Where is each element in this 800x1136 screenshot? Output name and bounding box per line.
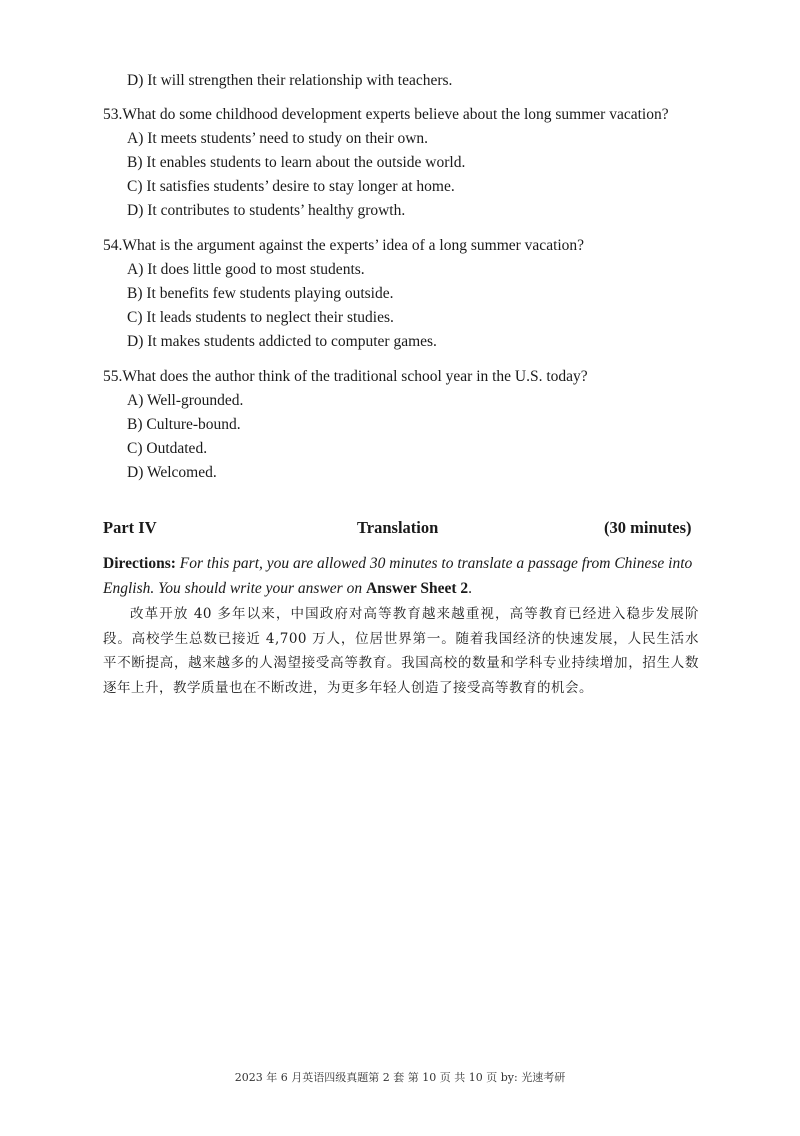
q55-option-d: D) Welcomed.	[127, 464, 217, 481]
q54-option-b: B) It benefits few students playing outside.	[127, 285, 394, 302]
answer-sheet-ref: Answer Sheet 2	[365, 580, 469, 597]
page-footer: 2023 年 6 月英语四级真题第 2 套 第 10 页 共 10 页 by: 光速考研	[234, 1071, 566, 1084]
q55-option-c: C) Outdated.	[127, 440, 208, 457]
q53-option-b: B) It enables students to learn about the outside world.	[127, 154, 466, 171]
q53-option-c: C) It satisfies students’ desire to stay longer at home.	[127, 178, 455, 195]
directions	[103, 551, 703, 601]
part-label: Part IV	[103, 518, 157, 537]
q53-option-a: A) It meets students’ need to study on their own.	[127, 130, 429, 147]
directions-text: For this part, you are allowed 30 minutes to translate a passage from Chinese into English. You should write your answer on	[103, 555, 693, 597]
q53-option-d: D) It contributes to students’ healthy growth.	[127, 202, 406, 219]
directions-end: .	[468, 580, 473, 597]
section-title: Translation	[357, 518, 439, 537]
q54-option-c: C) It leads students to neglect their studies.	[127, 309, 394, 326]
q55-option-b: B) Culture-bound.	[127, 416, 241, 433]
q55-stem: 55.What does the author think of the traditional school year in the U.S. today?	[103, 368, 588, 385]
q53-stem: 53.What do some childhood development experts believe about the long summer vacation?	[103, 106, 669, 123]
q54-stem: 54.What is the argument against the experts’ idea of a long summer vacation?	[103, 237, 585, 254]
time-limit: (30 minutes)	[604, 518, 692, 537]
q55-option-a: A) Well-grounded.	[127, 392, 244, 409]
q54-option-d: D) It makes students addicted to computer games.	[127, 333, 437, 350]
translation-passage: 改革开放 40 多年以来，中国政府对高等教育越来越重视，高等教育已经进入稳步发展阶段。高校学生总数已接近 4,700 万人，位居世界第一。随着我国经济的快速发展，人民生活水平不断提高，越来越多的人渴望接受高等教育。我国高校的数量和学科专业持续增加，招生人数逐年上升，教学质量也在不断改进，为更多年轻人创造了接受高等教育的机会。	[103, 606, 699, 696]
q52-option-d: D) It will strengthen their relationship with teachers.	[127, 72, 453, 89]
q54-option-a: A) It does little good to most students.	[127, 261, 365, 278]
directions-label: Directions:	[103, 555, 176, 572]
